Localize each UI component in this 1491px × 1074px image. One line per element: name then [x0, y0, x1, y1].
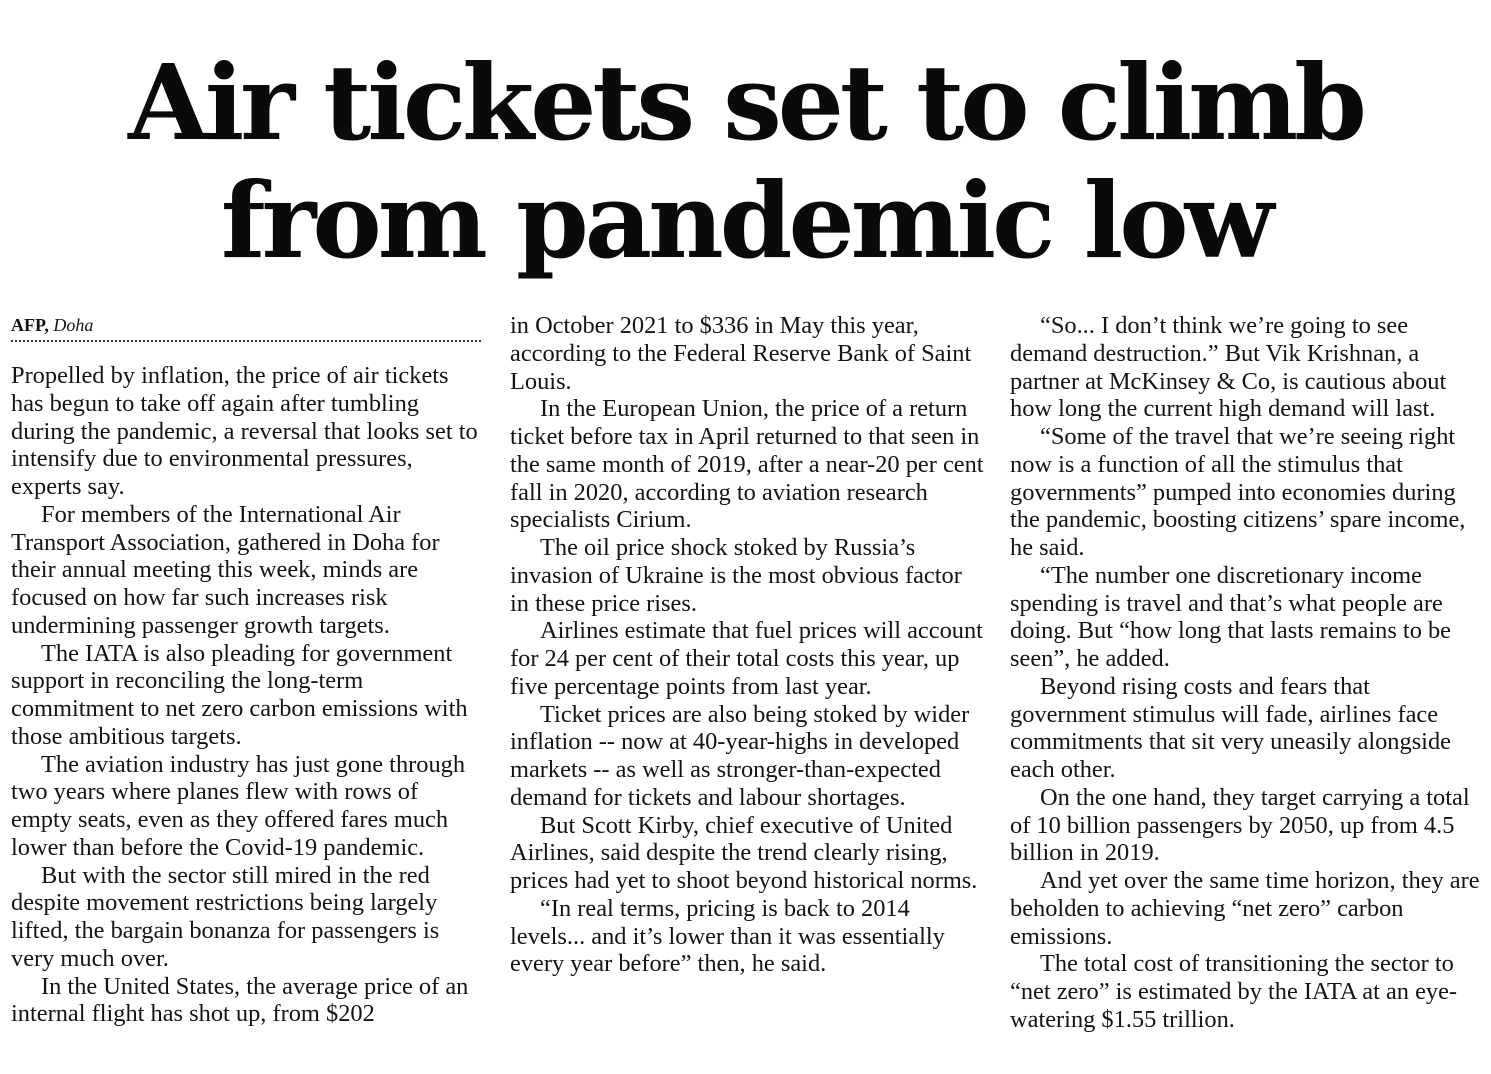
article-paragraph: “So... I don’t think we’re going to see demand destruction.” But Vik Krishnan, a partner at McKinsey & Co, is cautious about how long the current high demand will last. — [1010, 312, 1447, 423]
article-column-2 — [510, 312, 985, 978]
article-paragraph: Airlines estimate that fuel prices will account for 24 per cent of their total costs this year, up five percentage points from last year. — [510, 617, 983, 700]
article-paragraph: “In real terms, pricing is back to 2014 levels... and it’s lower than it was essentially every year before” then, he said. — [510, 894, 945, 978]
byline — [11, 312, 481, 342]
article-column-3 — [1010, 312, 1480, 1034]
article-paragraph: And yet over the same time horizon, they are beholden to achieving “net zero” carbon emissions. — [1010, 867, 1480, 950]
article-paragraph: Propelled by inflation, the price of air tickets has begun to take off again after tumbling during the pandemic, a reversal that looks set to intensify due to environmental pressures, experts say. — [11, 362, 478, 500]
headline — [0, 41, 1491, 282]
article-paragraph: But Scott Kirby, chief executive of United Airlines, said despite the trend clearly rising, prices had yet to shoot beyond historical norms. — [510, 811, 978, 894]
article-paragraph: The total cost of transitioning the sector to “net zero” is estimated by the IATA at an eye-watering $1.55 trillion. — [1010, 950, 1458, 1033]
article-paragraph: “The number one discretionary income spending is travel and that’s what people are doing. But “how long that lasts remains to be seen”, he added. — [1010, 561, 1452, 672]
article-paragraph: “Some of the travel that we’re seeing right now is a function of all the stimulus that governments” pumped into economies during the pandemic, boosting citizens’ spare income, he said. — [1010, 423, 1466, 561]
byline-agency: AFP, — [11, 315, 49, 335]
article-paragraph: The aviation industry has just gone through two years where planes flew with rows of empty seats, even as they offered fares much lower than before the Covid-19 pandemic. — [11, 750, 466, 861]
article-paragraph: On the one hand, they target carrying a total of 10 billion passengers by 2050, up from 4.5 billion in 2019. — [1010, 783, 1470, 867]
headline-line-2: from pandemic low — [220, 159, 1271, 282]
article-paragraph: In the United States, the average price of an internal flight has shot up, from $202 — [11, 972, 469, 1028]
article-paragraph: The IATA is also pleading for government support in reconciling the long-term commitment to net zero carbon emissions with those ambitious targets. — [11, 639, 468, 750]
headline-line-1: Air tickets set to climb — [128, 41, 1363, 164]
article-paragraph: Ticket prices are also being stoked by wider inflation -- now at 40-year-highs in developed markets -- as well as stronger-than-expected demand for tickets and labour shortages. — [510, 700, 970, 811]
article-paragraph: But with the sector still mired in the red despite movement restrictions being largely lifted, the bargain bonanza for passengers is very much over. — [11, 861, 440, 972]
article-paragraph: Beyond rising costs and fears that government stimulus will fade, airlines face commitments that sit very uneasily alongside each other. — [1010, 672, 1451, 783]
article-paragraph: in October 2021 to $336 in May this year, according to the Federal Reserve Bank of Saint Louis. — [510, 312, 972, 395]
article-column-1 — [11, 312, 483, 1028]
article-paragraph: The oil price shock stoked by Russia’s invasion of Ukraine is the most obvious factor in these price rises. — [510, 534, 962, 617]
byline-place: Doha — [53, 315, 94, 335]
article-paragraph: For members of the International Air Transport Association, gathered in Doha for their annual meeting this week, minds are focused on how far such increases risk undermining passenger growth targets. — [11, 500, 440, 639]
article-paragraph: In the European Union, the price of a return ticket before tax in April returned to that seen in the same month of 2019, after a near-20 per cent fall in 2020, according to aviation research specialists Cirium. — [510, 395, 984, 534]
